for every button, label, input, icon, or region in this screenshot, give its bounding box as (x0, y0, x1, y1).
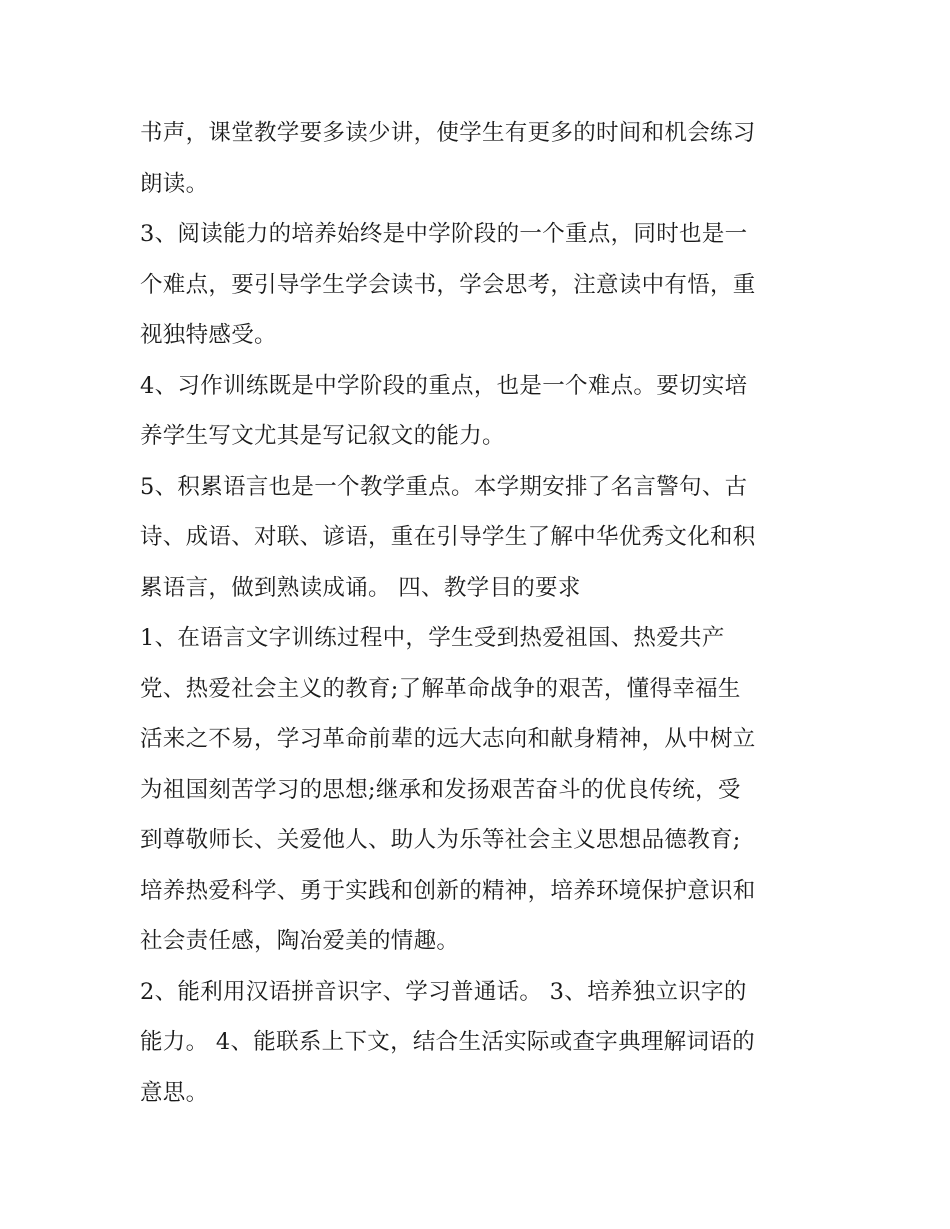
text-line: 个难点，要引导学生学会读书，学会思考，注意读中有悟，重 (140, 271, 756, 298)
text-line: 社会责任感，陶冶爱美的情趣。 (140, 928, 460, 954)
text-line: 2、能利用汉语拼音识字、学习普通话。 3、培养独立识字的 (140, 978, 747, 1005)
text-line: 朗读。 (140, 170, 209, 197)
text-line: 意思。 (140, 1079, 209, 1106)
text-line: 培养热爱科学、勇于实践和创新的精神，培养环境保护意识和 (140, 877, 756, 904)
text-line: 书声，课堂教学要多读少讲，使学生有更多的时间和机会练习 (140, 120, 756, 146)
document-body-text (140, 108, 830, 1118)
text-line: 5、积累语言也是一个教学重点。本学期安排了名言警句、古 (140, 473, 748, 500)
text-line: 诗、成语、对联、谚语，重在引导学生了解中华优秀文化和积 (140, 524, 756, 550)
text-line: 党、热爱社会主义的教育;了解革命战争的艰苦，懂得幸福生 (140, 675, 741, 702)
text-line: 4、习作训练既是中学阶段的重点，也是一个难点。要切实培 (140, 372, 748, 399)
text-line: 活来之不易，学习革命前辈的远大志向和献身精神，从中树立 (140, 726, 756, 752)
text-line: 养学生写文尤其是写记叙文的能力。 (140, 423, 505, 449)
text-line: 能力。 4、能联系上下文，结合生活实际或查字典理解词语的 (140, 1029, 755, 1055)
text-line: 到尊敬师长、关爱他人、助人为乐等社会主义思想品德教育; (140, 827, 741, 853)
text-line: 视独特感受。 (140, 322, 277, 348)
text-line: 1、在语言文字训练过程中，学生受到热爱祖国、热爱共产 (140, 625, 725, 651)
text-line: 累语言，做到熟读成诵。 四、教学目的要求 (140, 574, 581, 601)
text-line: 3、阅读能力的培养始终是中学阶段的一个重点，同时也是一 (140, 221, 748, 247)
text-line: 为祖国刻苦学习的思想;继承和发扬艰苦奋斗的优良传统，受 (140, 776, 741, 803)
